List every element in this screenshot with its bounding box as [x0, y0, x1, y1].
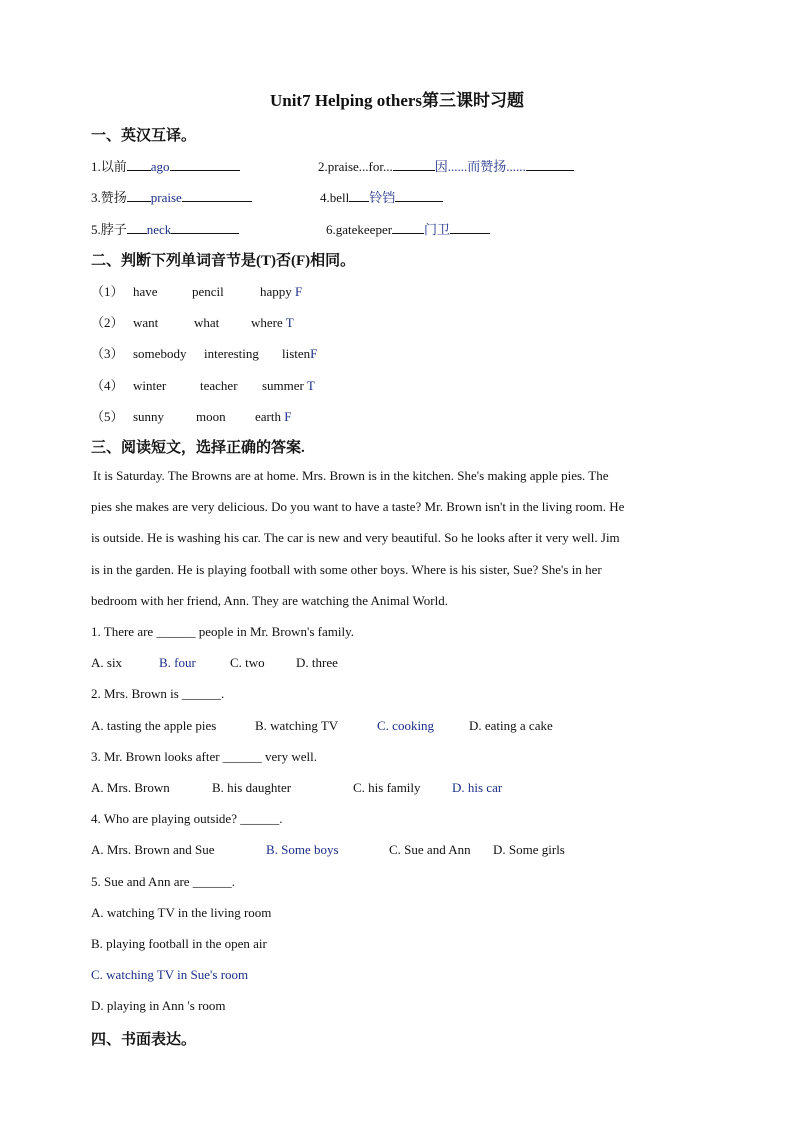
translate-prompt: 5.脖子 — [91, 222, 127, 237]
translate-prompt: 4.bell — [320, 190, 350, 205]
judge-word: moon — [196, 409, 226, 424]
judge-answer: F — [295, 284, 303, 299]
option: B. his daughter — [212, 780, 292, 795]
option: D. playing in Ann 's room — [91, 998, 226, 1013]
question-3: 3. Mr. Brown looks after ______ very well. — [91, 749, 318, 764]
passage-line: pies she makes are very delicious. Do you want to have a taste? Mr. Brown isn't in the living room. He — [91, 499, 625, 514]
judge-row-2 — [91, 312, 294, 331]
option-correct: C. watching TV in Sue's room — [91, 967, 249, 982]
translate-prompt: 6.gatekeeper — [326, 222, 393, 237]
judge-word: have — [133, 284, 158, 299]
section-1-heading: 一、英汉互译。 — [91, 128, 197, 144]
translate-prompt: 1.以前 — [91, 159, 127, 174]
judge-answer: T — [285, 315, 294, 330]
option-correct: B. Some boys — [266, 842, 339, 857]
option: A. six — [91, 655, 123, 670]
judge-word: interesting — [204, 346, 259, 361]
judge-word: happy — [260, 284, 292, 299]
option: A. Mrs. Brown — [91, 780, 170, 795]
translate-item-6 — [326, 219, 490, 238]
translate-item-2 — [318, 156, 574, 175]
option: D. Some girls — [493, 842, 565, 857]
passage-line: is in the garden. He is playing football with some other boys. Where is his sister, Sue? She's in her — [91, 562, 602, 577]
judge-word: earth — [255, 409, 281, 424]
translate-answer: 铃铛 — [369, 190, 396, 205]
question-4-options — [91, 842, 565, 858]
translate-item-5 — [91, 219, 239, 238]
translate-item-1 — [91, 156, 240, 175]
option: A. watching TV in the living room — [91, 905, 272, 920]
option-correct: B. four — [159, 655, 196, 670]
question-3-options — [91, 780, 502, 796]
judge-row-3 — [91, 343, 317, 362]
passage-line: It is Saturday. The Browns are at home. Mrs. Brown is in the kitchen. She's making apple pies. The — [93, 468, 609, 483]
question-4: 4. Who are playing outside? ______. — [91, 811, 283, 826]
judge-row-4 — [91, 375, 315, 394]
translate-prompt: 3.赞扬 — [91, 190, 127, 205]
judge-number: （5） — [91, 409, 124, 424]
translate-answer: praise — [150, 190, 182, 205]
question-2: 2. Mrs. Brown is ______. — [91, 686, 225, 701]
judge-word: summer — [262, 378, 304, 393]
judge-word: sunny — [133, 409, 165, 424]
translate-item-4 — [320, 187, 443, 206]
judge-word: want — [133, 315, 159, 330]
page-title: Unit7 Helping others第三课时习题 — [269, 91, 525, 110]
question-5: 5. Sue and Ann are ______. — [91, 874, 236, 889]
judge-number: （3） — [91, 346, 124, 361]
judge-word: where — [251, 315, 283, 330]
option: B. watching TV — [255, 718, 339, 733]
judge-number: （4） — [91, 378, 124, 393]
option: D. three — [296, 655, 338, 670]
judge-word: somebody — [133, 346, 187, 361]
judge-word: listen — [282, 346, 311, 361]
judge-row-5 — [91, 406, 291, 425]
option: C. two — [230, 655, 265, 670]
option-correct: D. his car — [452, 780, 503, 795]
translate-answer: 门卫 — [424, 222, 451, 237]
judge-answer: F — [310, 346, 318, 361]
judge-word: winter — [133, 378, 167, 393]
passage-line: is outside. He is washing his car. The car is new and very beautiful. So he looks after it very well. Jim — [91, 530, 620, 545]
option: A. Mrs. Brown and Sue — [91, 842, 215, 857]
option: A. tasting the apple pies — [91, 718, 217, 733]
section-3-heading: 三、阅读短文，选择正确的答案. — [91, 440, 305, 456]
judge-word: what — [194, 315, 220, 330]
judge-word: pencil — [192, 284, 224, 299]
question-2-options — [91, 718, 553, 734]
option: C. his family — [353, 780, 421, 795]
section-4-heading: 四、书面表达。 — [91, 1032, 197, 1048]
passage-line: bedroom with her friend, Ann. They are watching the Animal World. — [91, 593, 448, 608]
judge-answer: F — [284, 409, 292, 424]
option: D. eating a cake — [469, 718, 553, 733]
judge-word: teacher — [200, 378, 238, 393]
section-2-heading: 二、判断下列单词音节是(T)否(F)相同。 — [91, 253, 356, 269]
option: B. playing football in the open air — [91, 936, 267, 951]
question-1: 1. There are ______ people in Mr. Brown's family. — [91, 624, 355, 639]
translate-item-3 — [91, 187, 252, 206]
judge-number: （2） — [91, 315, 124, 330]
translate-answer: ago — [150, 159, 170, 174]
judge-answer: T — [306, 378, 315, 393]
translate-answer: neck — [146, 222, 172, 237]
translate-answer: 因......而赞扬...... — [434, 159, 526, 174]
option: C. Sue and Ann — [389, 842, 471, 857]
judge-number: （1） — [91, 284, 124, 299]
question-1-options — [91, 655, 338, 671]
option-correct: C. cooking — [377, 718, 435, 733]
judge-row-1 — [91, 281, 302, 300]
translate-prompt: 2.praise...for... — [318, 159, 393, 174]
